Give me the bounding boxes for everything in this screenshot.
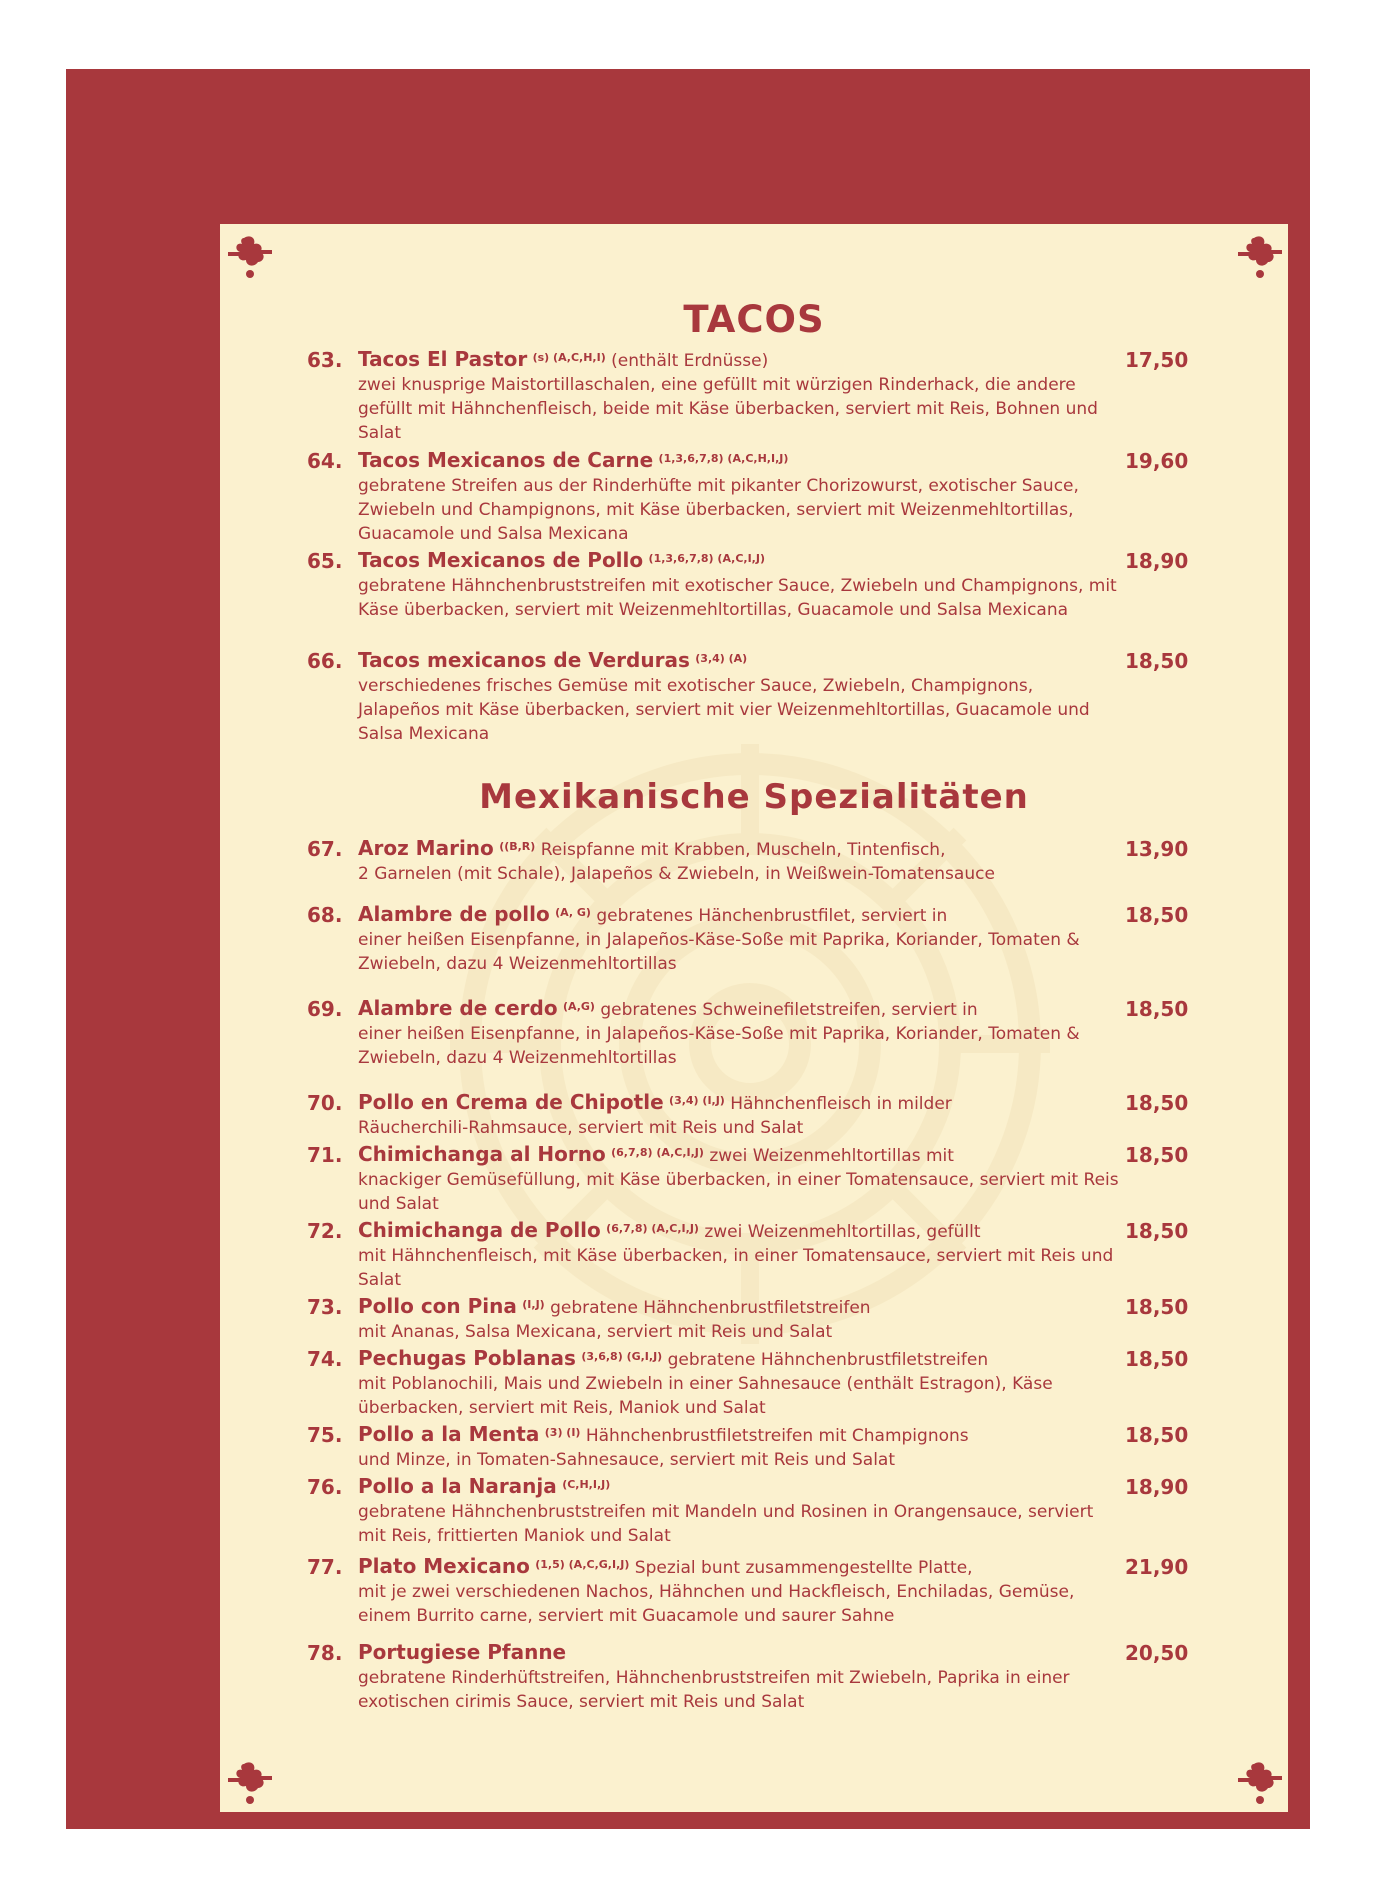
item-lead-text: zwei Weizenmehltortillas, gefüllt xyxy=(704,1222,981,1242)
item-allergens: (6,7,8) (A,C,I,J) xyxy=(611,1146,704,1159)
item-body xyxy=(358,1640,1120,1714)
item-price: 13,90 xyxy=(1125,837,1189,861)
item-price: 18,50 xyxy=(1125,997,1189,1021)
item-lead-text: gebratene Hähnchenbrustfiletstreifen xyxy=(550,1298,871,1318)
item-description: zwei knusprige Maistortillaschalen, eine gefüllt mit würzigen Rinderhack, die andere gefüllt mit Hähnchenfleisch, beide mit Käse überbacken, serviert mit Reis, Bohnen und Salat xyxy=(358,375,1098,443)
item-price: 18,50 xyxy=(1125,1219,1189,1243)
item-body xyxy=(358,902,1120,976)
item-name: Tacos Mexicanos de Carne xyxy=(358,448,654,472)
item-number: 71. xyxy=(307,1143,343,1167)
item-price: 17,50 xyxy=(1125,348,1189,372)
item-lead-text: zwei Weizenmehltortillas mit xyxy=(709,1146,954,1166)
item-name: Pollo a la Menta xyxy=(358,1422,540,1446)
item-price: 21,90 xyxy=(1125,1555,1189,1579)
item-allergens: (s) (A,C,H,I) xyxy=(532,351,606,364)
item-number: 65. xyxy=(307,549,343,573)
item-price: 18,50 xyxy=(1125,1295,1189,1319)
item-description: einer heißen Eisenpfanne, in Jalapeños-Käse-Soße mit Paprika, Koriander, Tomaten & Zwiebeln, dazu 4 Weizenmehltortillas xyxy=(358,930,1080,974)
item-price: 18,50 xyxy=(1125,903,1189,927)
item-description: knackiger Gemüsefüllung, mit Käse überbacken, in einer Tomatensauce, serviert mit Reis und Salat xyxy=(358,1170,1119,1214)
item-number: 76. xyxy=(307,1475,343,1499)
item-lead-text: gebratenes Hänchenbrustfilet, serviert in xyxy=(596,906,948,926)
item-description: gebratene Hähnchenbruststreifen mit Mandeln und Rosinen in Orangensauce, serviert mit Reis, frittierten Maniok und Salat xyxy=(358,1502,1094,1546)
item-number: 73. xyxy=(307,1295,343,1319)
item-name: Chimichanga al Horno xyxy=(358,1142,606,1166)
item-allergens: ((B,R) xyxy=(499,840,536,853)
item-name: Alambre de pollo xyxy=(358,902,550,926)
item-body xyxy=(358,448,1120,546)
item-body xyxy=(358,1294,1120,1344)
item-name: Alambre de cerdo xyxy=(358,996,558,1020)
item-allergens: (3) (I) xyxy=(544,1426,581,1439)
item-body xyxy=(358,836,1120,886)
item-number: 72. xyxy=(307,1219,343,1243)
item-body xyxy=(358,1474,1120,1548)
item-lead-text: gebratenes Schweinefiletstreifen, serviert in xyxy=(600,1000,978,1020)
item-price: 18,90 xyxy=(1125,1475,1189,1499)
item-lead-text: Reispfanne mit Krabben, Muscheln, Tintenfisch, xyxy=(540,840,946,860)
item-lead-text: gebratene Hähnchenbrustfiletstreifen xyxy=(667,1350,989,1370)
item-price: 18,50 xyxy=(1125,1347,1189,1371)
item-price: 18,50 xyxy=(1125,649,1189,673)
item-description: gebratene Rinderhüftstreifen, Hähnchenbruststreifen mit Zwiebeln, Paprika in einer exotischen cirimis Sauce, serviert mit Reis und Salat xyxy=(358,1668,1070,1712)
item-description: verschiedenes frisches Gemüse mit exotischer Sauce, Zwiebeln, Champignons, Jalapeños mit Käse überbacken, serviert mit vier Weizenmehltortillas, Guacamole und Salsa Mexicana xyxy=(358,676,1090,744)
item-description: gebratene Streifen aus der Rinderhüfte mit pikanter Chorizowurst, exotischer Sauce, Zwiebeln und Champignons, mit Käse überbacken, serviert mit Weizenmehltortillas, Guacamole und Salsa Mexicana xyxy=(358,476,1079,544)
item-number: 74. xyxy=(307,1347,343,1371)
item-allergens: (1,5) (A,C,G,I,J) xyxy=(535,1558,630,1571)
item-price: 19,60 xyxy=(1125,449,1189,473)
item-description: mit Ananas, Salsa Mexicana, serviert mit Reis und Salat xyxy=(358,1322,833,1342)
item-allergens: (A,G) xyxy=(562,1000,595,1013)
section-title-spezialitaeten: Mexikanische Spezialitäten xyxy=(479,777,1029,817)
item-description: mit Poblanochili, Mais und Zwiebeln in einer Sahnesauce (enthält Estragon), Käse überbacken, serviert mit Reis, Maniok und Salat xyxy=(358,1374,1053,1418)
item-name: Tacos El Pastor xyxy=(358,347,528,371)
item-name: Chimichanga de Pollo xyxy=(358,1218,601,1242)
item-name: Tacos mexicanos de Verduras xyxy=(358,648,690,672)
item-description: gebratene Hähnchenbruststreifen mit exotischer Sauce, Zwiebeln und Champignons, mit Käse überbacken, serviert mit Weizenmehltortillas, Guacamole und Salsa Mexicana xyxy=(358,576,1117,620)
item-body xyxy=(358,1422,1120,1472)
item-allergens: (1,3,6,7,8) (A,C,H,I,J) xyxy=(658,452,789,465)
item-allergens: (3,4) (I,J) xyxy=(669,1094,725,1107)
item-description: Räucherchili-Rahmsauce, serviert mit Reis und Salat xyxy=(358,1118,804,1138)
item-price: 18,50 xyxy=(1125,1143,1189,1167)
item-description: mit je zwei verschiedenen Nachos, Hähnchen und Hackfleisch, Enchiladas, Gemüse, einem Burrito carne, serviert mit Guacamole und saurer Sahne xyxy=(358,1582,1075,1626)
item-number: 66. xyxy=(307,649,343,673)
item-number: 77. xyxy=(307,1555,343,1579)
item-body xyxy=(358,1554,1120,1628)
item-price: 18,90 xyxy=(1125,549,1189,573)
item-number: 75. xyxy=(307,1423,343,1447)
item-body xyxy=(358,1346,1120,1420)
item-body xyxy=(358,996,1120,1070)
item-name: Aroz Marino xyxy=(358,836,494,860)
item-allergens: (I,J) xyxy=(522,1298,545,1311)
item-body xyxy=(358,1218,1120,1292)
item-price: 18,50 xyxy=(1125,1423,1189,1447)
item-allergens: (1,3,6,7,8) (A,C,I,J) xyxy=(648,552,765,565)
item-body xyxy=(358,548,1120,622)
item-name: Pechugas Poblanas xyxy=(358,1346,576,1370)
item-price: 20,50 xyxy=(1125,1641,1189,1665)
item-name: Pollo a la Naranja xyxy=(358,1474,557,1498)
item-number: 78. xyxy=(307,1641,343,1665)
item-body xyxy=(358,1142,1120,1216)
item-body xyxy=(358,1090,1120,1140)
item-description: mit Hähnchenfleisch, mit Käse überbacken, in einer Tomatensauce, serviert mit Reis und Salat xyxy=(358,1246,1114,1290)
item-allergens: (3,4) (A) xyxy=(695,652,748,665)
item-name: Pollo con Pina xyxy=(358,1294,517,1318)
item-lead-text: Hähnchenfleisch in milder xyxy=(730,1094,952,1114)
item-name: Pollo en Crema de Chipotle xyxy=(358,1090,664,1114)
item-lead-text: Hähnchenbrustfiletstreifen mit Champignons xyxy=(585,1426,969,1446)
menu-content xyxy=(220,224,1288,1812)
item-lead-text: Spezial bunt zusammengestellte Platte, xyxy=(634,1558,973,1578)
item-number: 63. xyxy=(307,348,343,372)
item-allergens: (A, G) xyxy=(555,906,591,919)
item-price: 18,50 xyxy=(1125,1091,1189,1115)
item-name: Tacos Mexicanos de Pollo xyxy=(358,548,644,572)
item-name: Plato Mexicano xyxy=(358,1554,530,1578)
item-body xyxy=(358,648,1120,746)
item-description: 2 Garnelen (mit Schale), Jalapeños & Zwiebeln, in Weißwein-Tomatensauce xyxy=(358,864,995,884)
item-number: 67. xyxy=(307,837,343,861)
item-number: 64. xyxy=(307,449,343,473)
item-number: 70. xyxy=(307,1091,343,1115)
item-allergens: (6,7,8) (A,C,I,J) xyxy=(606,1222,699,1235)
item-body xyxy=(358,347,1120,445)
item-lead-text: (enthält Erdnüsse) xyxy=(611,351,769,371)
item-name: Portugiese Pfanne xyxy=(358,1640,567,1664)
menu-frame xyxy=(66,69,1310,1829)
item-description: einer heißen Eisenpfanne, in Jalapeños-Käse-Soße mit Paprika, Koriander, Tomaten & Zwiebeln, dazu 4 Weizenmehltortillas xyxy=(358,1024,1080,1068)
item-number: 69. xyxy=(307,997,343,1021)
section-title-tacos: TACOS xyxy=(683,298,825,341)
item-description: und Minze, in Tomaten-Sahnesauce, serviert mit Reis und Salat xyxy=(358,1450,895,1470)
item-allergens: (3,6,8) (G,I,J) xyxy=(581,1350,663,1363)
item-allergens: (C,H,I,J) xyxy=(562,1478,611,1491)
menu-panel xyxy=(220,224,1288,1812)
item-number: 68. xyxy=(307,903,343,927)
